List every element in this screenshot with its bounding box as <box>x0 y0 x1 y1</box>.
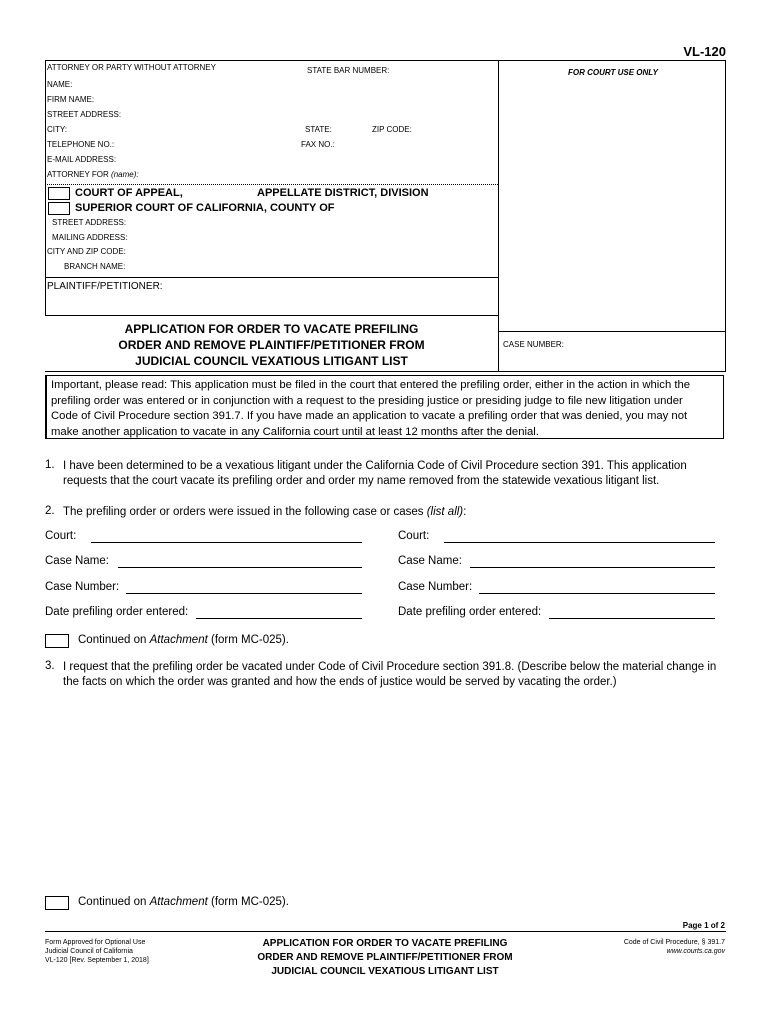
court-field-left[interactable] <box>91 542 362 543</box>
case-name-field-right[interactable] <box>470 567 715 568</box>
case-number-label: CASE NUMBER: <box>503 340 564 349</box>
case-number-field-label: Case Number: <box>45 581 120 593</box>
item-1-line-2: requests that the court vacate its prefiling order and order my name removed from the statewide vexatious litigant list. <box>63 474 660 487</box>
court-city-zip-label: CITY AND ZIP CODE: <box>47 247 126 256</box>
state-label: STATE: <box>305 125 332 134</box>
firm-name-label: FIRM NAME: <box>47 95 95 104</box>
item-2-text <box>63 506 466 518</box>
notice-line: prefiling order was entered or in conjunction with a request to the presiding justice or presiding judge to file new litigation under <box>51 394 683 407</box>
attorney-court-divider <box>45 184 498 185</box>
footer-title <box>210 937 560 979</box>
notice-line: Code of Civil Procedure section 391.7. If you have made an application to vacate a prefiling order that was denied, you may not <box>51 410 688 422</box>
item-3-line-2: the facts on which the order was granted and how the ends of justice would be served by vacating the order.) <box>63 676 617 688</box>
footer-website[interactable]: www.courts.ca.gov <box>666 948 725 955</box>
case-number-top-rule <box>498 331 725 332</box>
footer-title-line-3: JUDICIAL COUNCIL VEXATIOUS LITIGANT LIST <box>271 966 499 977</box>
case-name-field-left[interactable] <box>118 567 362 568</box>
continued-attachment-checkbox-2[interactable] <box>45 896 69 910</box>
court-use-label: FOR COURT USE ONLY <box>568 68 658 77</box>
header-bottom-rule <box>45 371 726 372</box>
continued-attachment-label-1 <box>78 634 289 646</box>
continued-attachment-label-2 <box>78 896 289 908</box>
state-bar-label: STATE BAR NUMBER: <box>307 66 390 75</box>
court-field-label: Court: <box>398 530 430 542</box>
continued-attachment-checkbox-1[interactable] <box>45 634 69 648</box>
continued-post: (form MC-025). <box>207 634 289 646</box>
continued-pre: Continued on <box>78 634 150 646</box>
important-notice <box>51 378 690 440</box>
item-3-number: 3. <box>45 660 55 672</box>
court-field-label: Court: <box>45 530 77 542</box>
plaintiff-label: PLAINTIFF/PETITIONER: <box>47 281 163 292</box>
superior-court-label: SUPERIOR COURT OF CALIFORNIA, COUNTY OF <box>75 202 335 214</box>
notice-line: Important, please read: This application must be filed in the court that entered the prefiling order, either in the action in which the <box>51 379 691 391</box>
court-use-divider <box>498 60 499 371</box>
footer-left <box>45 938 149 965</box>
title-line-2: ORDER AND REMOVE PLAINTIFF/PETITIONER FROM <box>118 338 425 352</box>
notice-line: make another application to vacate in any California court until at least 12 months after the denial. <box>51 425 539 438</box>
date-field-label: Date prefiling order entered: <box>398 606 542 618</box>
date-field-label: Date prefiling order entered: <box>45 606 189 618</box>
attorney-for-text: ATTORNEY FOR <box>47 170 109 179</box>
footer-council: Judicial Council of California <box>45 948 133 955</box>
case-number-field-label: Case Number: <box>398 581 473 593</box>
continued-pre: Continued on <box>78 896 150 908</box>
footer-right <box>624 938 725 956</box>
street-address-label: STREET ADDRESS: <box>47 110 122 119</box>
attorney-for-label <box>47 170 139 179</box>
email-label: E-MAIL ADDRESS: <box>47 155 117 164</box>
superior-court-checkbox[interactable] <box>48 202 70 215</box>
telephone-label: TELEPHONE NO.: <box>47 140 115 149</box>
footer-revision: VL-120 [Rev. September 1, 2018] <box>45 957 149 964</box>
plaintiff-title-divider <box>45 315 498 316</box>
date-field-left[interactable] <box>196 618 362 619</box>
date-field-right[interactable] <box>549 618 715 619</box>
case-name-field-label: Case Name: <box>398 555 462 567</box>
item-1-number: 1. <box>45 459 55 471</box>
item-2-colon: : <box>463 506 467 518</box>
continued-post: (form MC-025). <box>207 896 289 908</box>
footer-rule <box>45 931 726 932</box>
item-2-italic: (list all) <box>426 506 464 518</box>
footer-statute: Code of Civil Procedure, § 391.7 <box>623 939 725 946</box>
case-name-field-label: Case Name: <box>45 555 109 567</box>
case-number-field-left[interactable] <box>126 593 362 594</box>
court-field-right[interactable] <box>444 542 715 543</box>
appellate-district-label: APPELLATE DISTRICT, DIVISION <box>257 187 429 199</box>
header-top-rule <box>45 60 726 61</box>
continued-italic: Attachment <box>149 634 208 646</box>
item-1-text <box>63 459 687 488</box>
city-label: CITY: <box>47 125 68 134</box>
title-line-3: JUDICIAL COUNCIL VEXATIOUS LITIGANT LIST <box>135 354 408 368</box>
attorney-label: ATTORNEY OR PARTY WITHOUT ATTORNEY <box>47 63 216 72</box>
item-1-line-1: I have been determined to be a vexatious litigant under the California Code of Civil Procedure section 391. This application <box>63 460 687 472</box>
fax-label: FAX NO.: <box>301 140 335 149</box>
court-of-appeal-checkbox[interactable] <box>48 187 70 200</box>
page-number: Page 1 of 2 <box>682 921 725 930</box>
name-label: NAME: <box>47 80 73 89</box>
footer-approval: Form Approved for Optional Use <box>45 939 146 946</box>
form-title <box>45 321 498 369</box>
item-3-line-1: I request that the prefiling order be vacated under Code of Civil Procedure section 391.8. (Describe below the material change in <box>63 661 717 673</box>
court-of-appeal-label: COURT OF APPEAL, <box>75 187 183 199</box>
attorney-for-name: (name): <box>111 170 139 179</box>
form-number: VL-120 <box>683 44 726 59</box>
item-2-main: The prefiling order or orders were issued in the following case or cases <box>63 506 424 518</box>
item-3-text <box>63 660 716 690</box>
court-branch-label: BRANCH NAME: <box>64 262 126 271</box>
footer-title-line-1: APPLICATION FOR ORDER TO VACATE PREFILING <box>262 938 508 949</box>
zip-label: ZIP CODE: <box>372 125 412 134</box>
item-2-number: 2. <box>45 505 55 517</box>
court-mailing-label: MAILING ADDRESS: <box>52 233 128 242</box>
court-street-label: STREET ADDRESS: <box>52 218 127 227</box>
case-number-field-right[interactable] <box>479 593 715 594</box>
continued-italic: Attachment <box>149 896 208 908</box>
footer-title-line-2: ORDER AND REMOVE PLAINTIFF/PETITIONER FROM <box>257 952 513 963</box>
header-right-border <box>725 60 726 371</box>
court-plaintiff-divider <box>45 277 498 278</box>
title-line-1: APPLICATION FOR ORDER TO VACATE PREFILING <box>124 322 419 336</box>
